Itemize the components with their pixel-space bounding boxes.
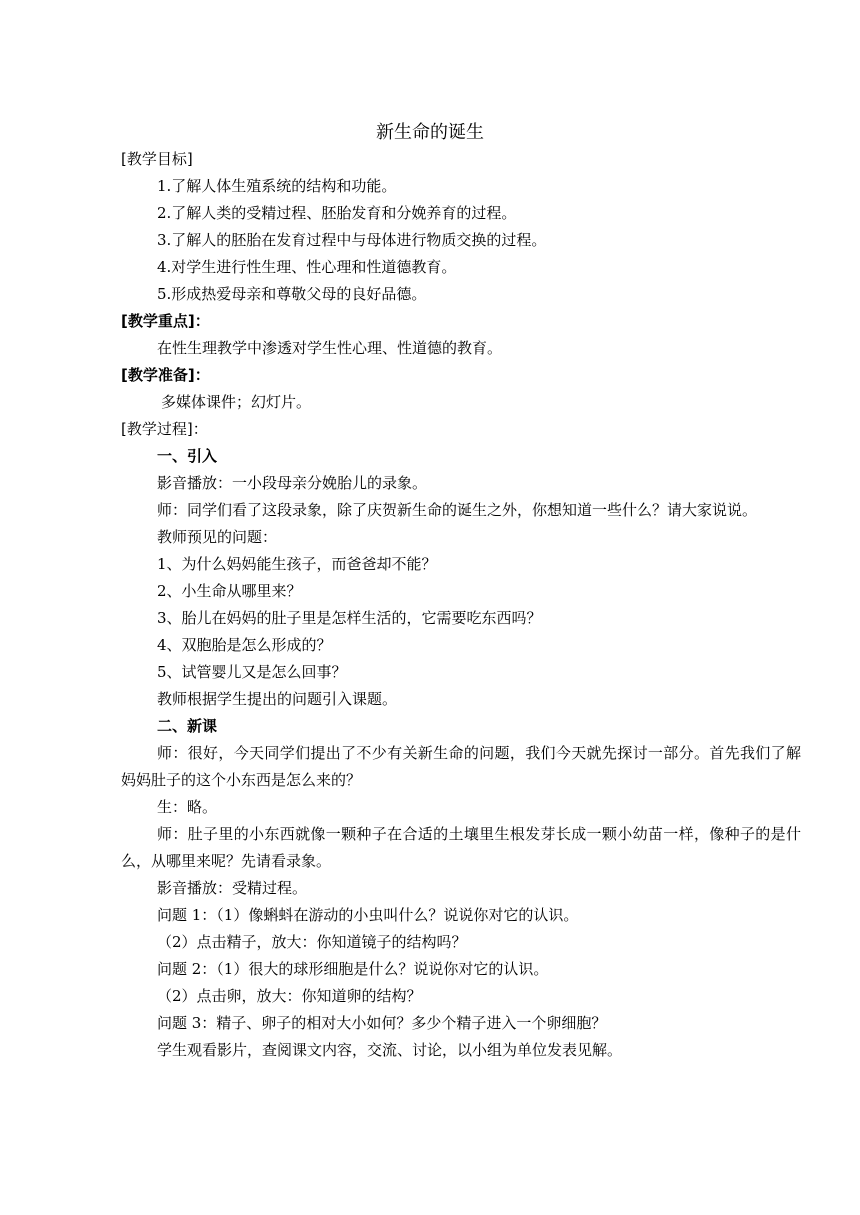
prep-text: 多媒体课件；幻灯片。 [161, 393, 312, 411]
expected-questions-label: 教师预见的问题： [157, 528, 278, 546]
question-1a: 问题 1：（1）像蝌蚪在游动的小虫叫什么？说说你对它的认识。 [157, 906, 579, 924]
question-1b: （2）点击精子，放大：你知道镜子的结构吗？ [157, 933, 467, 951]
objectives-heading: [教学目标] [121, 150, 193, 168]
new-lesson-teacher-2: 师：肚子里的小东西就像一颗种子在合适的土壤里生根发芽长成一颗小幼苗一样，像种子的是什么，从哪里来呢？先请看录象。 [121, 825, 801, 870]
objective-item: 2.了解人类的受精过程、胚胎发育和分娩养育的过程。 [157, 204, 517, 222]
focus-text: 在性生理教学中渗透对学生性心理、性道德的教育。 [157, 339, 503, 357]
intro-media: 影音播放：一小段母亲分娩胎儿的录象。 [157, 474, 428, 492]
objective-item: 5.形成热爱母亲和尊敬父母的良好品德。 [157, 285, 427, 303]
new-lesson-student-1: 生：略。 [157, 798, 218, 816]
expected-question: 4、双胞胎是怎么形成的？ [157, 636, 332, 654]
objective-item: 1.了解人体生殖系统的结构和功能。 [157, 177, 397, 195]
expected-question: 2、小生命从哪里来？ [157, 582, 302, 600]
expected-question: 3、胎儿在妈妈的肚子里是怎样生活的，它需要吃东西吗？ [157, 609, 542, 627]
expected-question: 5、试管婴儿又是怎么回事？ [157, 663, 347, 681]
document-body [121, 146, 801, 1064]
prep-heading: [教学准备]： [121, 366, 210, 384]
objective-item: 3.了解人的胚胎在发育过程中与母体进行物质交换的过程。 [157, 231, 547, 249]
page-title: 新生命的诞生 [376, 122, 484, 143]
question-3: 问题 3：精子、卵子的相对大小如何？多少个精子进入一个卵细胞？ [157, 1014, 607, 1032]
intro-teacher-question: 师：同学们看了这段录象，除了庆贺新生命的诞生之外，你想知道一些什么？请大家说说。 [157, 501, 758, 519]
question-2a: 问题 2：（1）很大的球形细胞是什么？说说你对它的认识。 [157, 960, 549, 978]
new-lesson-media: 影音播放：受精过程。 [157, 879, 308, 897]
new-lesson-heading: 二、新课 [157, 717, 218, 735]
objective-item: 4.对学生进行性生理、性心理和性道德教育。 [157, 258, 457, 276]
new-lesson-teacher-1: 师：很好，今天同学们提出了不少有关新生命的问题，我们今天就先探讨一部分。首先我们了解妈妈肚子的这个小东西是怎么来的？ [121, 744, 801, 789]
expected-question: 1、为什么妈妈能生孩子，而爸爸却不能？ [157, 555, 437, 573]
focus-heading: [教学重点]： [121, 312, 210, 330]
question-2b: （2）点击卵，放大：你知道卵的结构？ [157, 987, 422, 1005]
process-heading: [教学过程]： [121, 420, 208, 438]
intro-lead: 教师根据学生提出的问题引入课题。 [157, 690, 398, 708]
intro-heading: 一、引入 [157, 447, 218, 465]
student-activity: 学生观看影片，查阅课文内容，交流、讨论，以小组为单位发表见解。 [157, 1041, 623, 1059]
